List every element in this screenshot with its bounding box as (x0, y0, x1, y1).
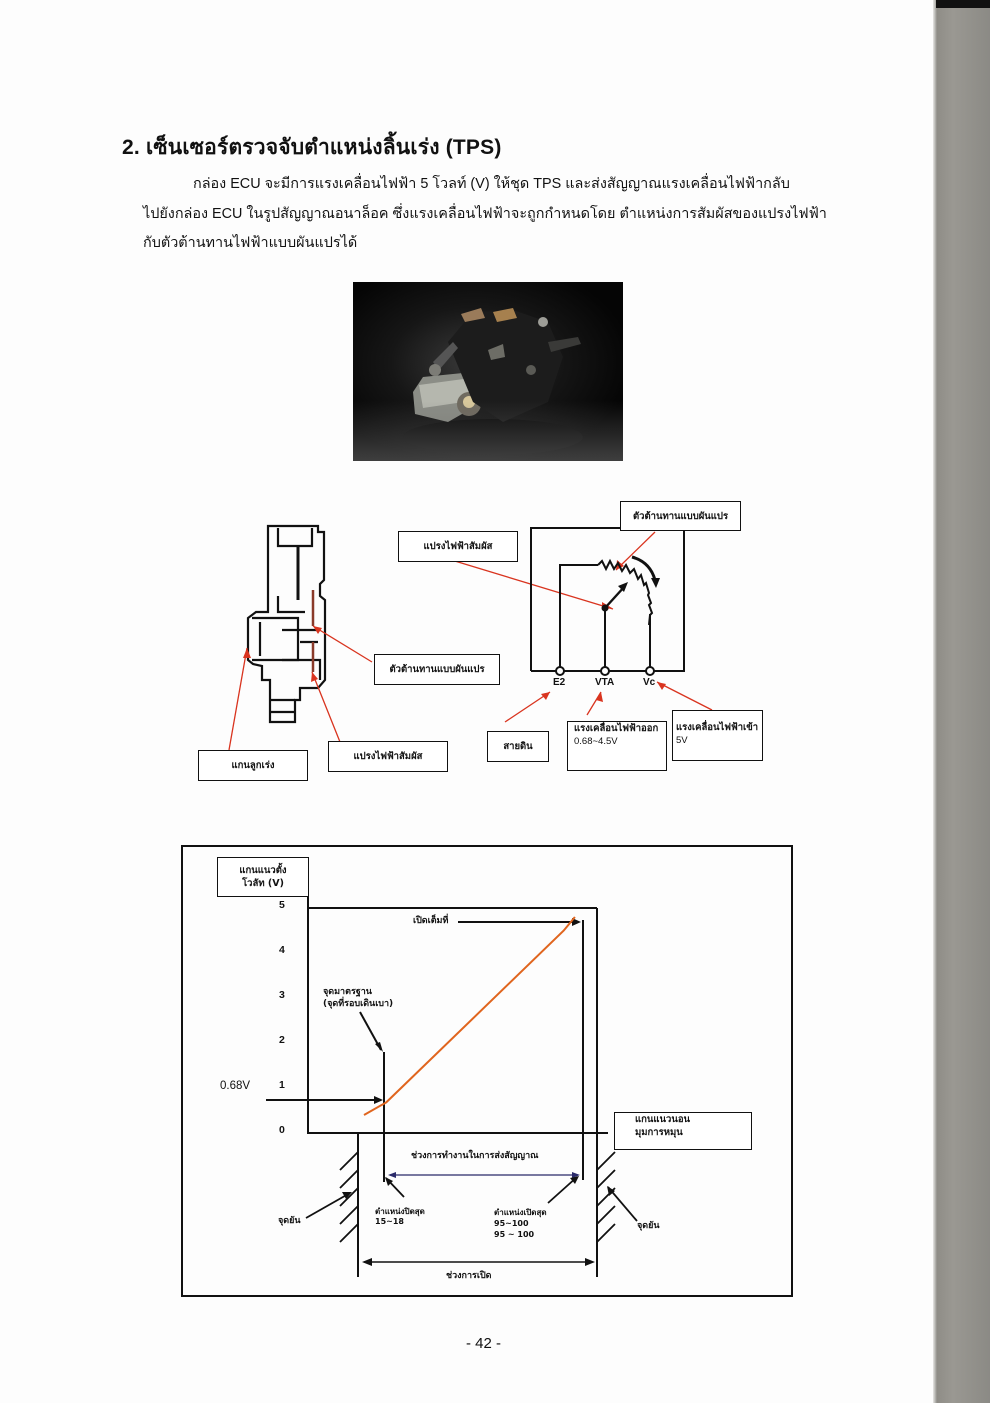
output-voltage-title: แรงเคลื่อนไฟฟ้าออก (574, 723, 659, 734)
y-tick-label: 3 (279, 989, 285, 1001)
chart-structure (266, 880, 637, 1277)
reference-point-line-2: (จุดที่รอบเดินเบา) (323, 999, 394, 1009)
signal-range-label: ช่วงการทำงานในการส่งสัญญาณ (411, 1151, 539, 1161)
stop-right-hatch (597, 1152, 615, 1242)
y-tick-label: 2 (279, 1034, 285, 1046)
stop-left-pointer (306, 1193, 350, 1218)
label-resistor-left: ตัวต้านทานแบบผันแปร (374, 654, 500, 685)
open-position-line-3: 95 ~ 100 (494, 1230, 535, 1239)
closed-position-line-2: 15~18 (375, 1217, 404, 1226)
label-resistor-top: ตัวต้านทานแบบผันแปร (620, 501, 741, 531)
paragraph-line-2: ไปยังกล่อง ECU ในรูปสัญญาณอนาล็อค ซึ่งแรงเคลื่อนไฟฟ้าจะถูกกำหนดโดย ตำแหน่งการสัมผัสของแปรงไฟฟ้า (143, 205, 827, 222)
y-tick-label: 4 (279, 944, 285, 956)
x-axis-label-line-1: แกนแนวนอน (635, 1114, 691, 1125)
x-axis-label (614, 1112, 752, 1150)
open-position-line-1: ตำแหน่งเปิดสุด (494, 1208, 547, 1217)
y-axis-label-line-1: แกนแนวตั้ง (239, 865, 287, 876)
reference-point-line-1: จุดมาตรฐาน (323, 987, 372, 997)
y-tick-label: 5 (279, 899, 285, 911)
paragraph-line-3: กับตัวต้านทานไฟฟ้าแบบผันแปรได้ (143, 235, 358, 251)
input-voltage-value: 5V (676, 735, 688, 746)
page-number: - 42 - (466, 1335, 502, 1352)
y-axis-label (217, 857, 309, 897)
section-title: 2. เซ็นเซอร์ตรวจจับตำแหน่งลิ้นเร่ง (TPS) (122, 136, 502, 159)
paragraph-line-1: กล่อง ECU จะมีการแรงเคลื่อนไฟฟ้า 5 โวลท์ (V) ให้ชุด TPS และส่งสัญญาณแรงเคลื่อนไฟฟ้ากลับ (193, 176, 790, 192)
closed-position-label (375, 1207, 425, 1227)
chart-series-group (364, 917, 575, 1115)
opening-range-label: ช่วงการเปิด (446, 1271, 492, 1281)
stop-left-label: จุดยัน (278, 1216, 301, 1226)
terminal-vc: Vc (643, 677, 656, 688)
terminal-vta: VTA (595, 677, 615, 688)
y-axis-label-line-2: โวลัท (V) (242, 878, 284, 889)
input-voltage-title: แรงเคลื่อนไฟฟ้าเข้า (676, 722, 759, 733)
label-brush-top: แปรงไฟฟ้าสัมผัส (398, 531, 518, 562)
closed-position-line-1: ตำแหน่งปิดสุด (375, 1207, 425, 1216)
reference-point-label (323, 986, 393, 1010)
label-brush-bottom: แปรงไฟฟ้าสัมผัส (328, 741, 448, 772)
y-tick-label: 0 (279, 1124, 285, 1136)
series-line (364, 917, 575, 1115)
stop-right-label: จุดยัน (637, 1221, 660, 1231)
open-position-label (494, 1207, 547, 1240)
open-position-line-2: 95~100 (494, 1219, 529, 1228)
full-open-label: เปิดเต็มที่ (413, 916, 449, 926)
y-tick-label: 1 (279, 1079, 285, 1091)
label-shaft: แกนลูกเร่ง (198, 750, 308, 781)
output-voltage-range: 0.68~4.5V (574, 736, 618, 747)
terminal-e2: E2 (553, 677, 566, 688)
label-ground: สายดิน (487, 731, 549, 762)
idle-voltage-label: 0.68V (220, 1080, 251, 1092)
x-axis-label-line-2: มุมการหมุน (635, 1127, 683, 1138)
